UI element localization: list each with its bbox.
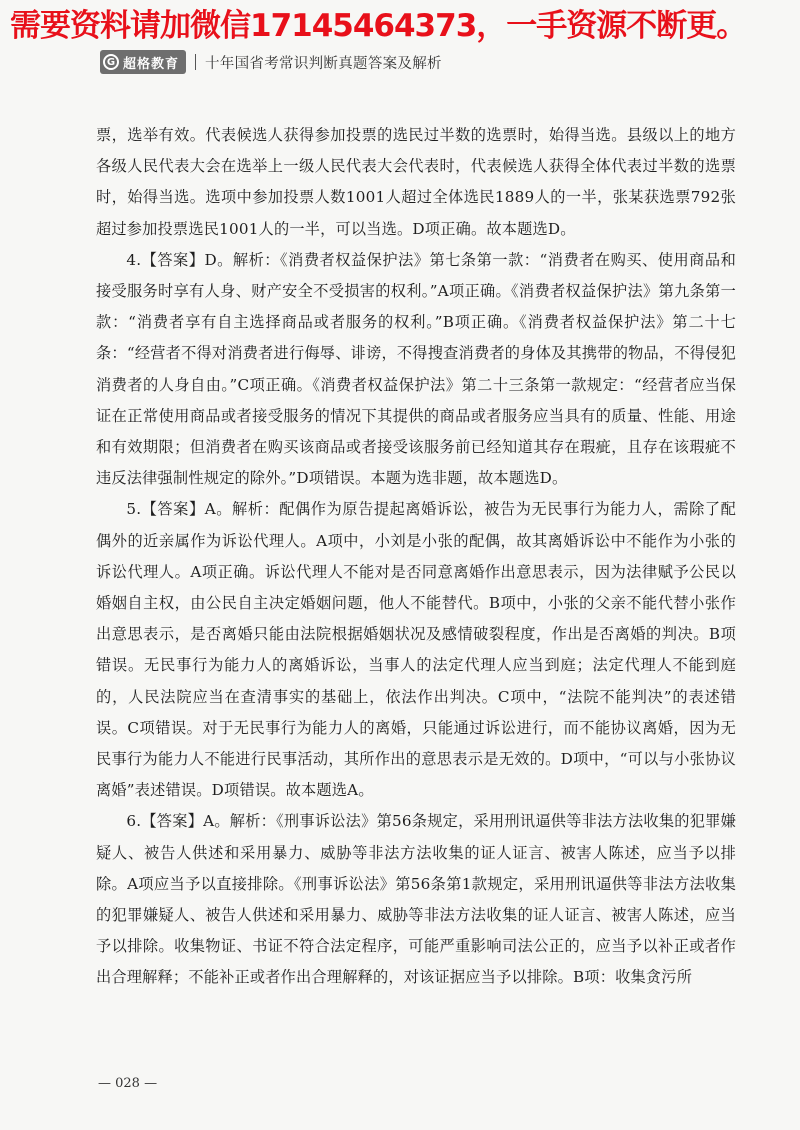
paragraph-q5: 5.【答案】A。解析：配偶作为原告提起离婚诉讼，被告为无民事行为能力人，需除了配偶外的近亲属作为诉讼代理人。A项中，小刘是小张的配偶，故其离婚诉讼中不能作为小张的诉讼代理人。A项正确。诉讼代理人不能对是否同意离婚作出意思表示，因为法律赋予公民以婚姻自主权，由公民自主决定婚姻问题，他人不能替代。B项中，小张的父亲不能代替小张作出意思表示，是否离婚只能由法院根据婚姻状况及感情破裂程度，作出是否离婚的判决。B项错误。无民事行为能力人的离婚诉讼，当事人的法定代理人应当到庭；法定代理人不能到庭的，人民法院应当在查清事实的基础上，依法作出判决。C项中，“法院不能判决”的表述错误。C项错误。对于无民事行为能力人的离婚，只能通过诉讼进行，而不能协议离婚，因为无民事行为能力人不能进行民事活动，其所作出的意思表示是无效的。D项中，“可以与小张协议离婚”表述错误。D项错误。故本题选A。 — [96, 500, 736, 800]
header-divider — [195, 54, 196, 70]
paragraph-q6: 6.【答案】A。解析：《刑事诉讼法》第56条规定，采用刑讯逼供等非法方法收集的犯罪嫌疑人、被告人供述和采用暴力、威胁等非法方法收集的证人证言、被害人陈述，应当予以排除。A项应当予以直接排除。《刑事诉讼法》第56条第1款规定，采用刑讯逼供等非法方法收集的犯罪嫌疑人、被告人供述和采用暴力、威胁等非法方法收集的证人证言、被害人陈述，应当予以排除。收集物证、书证不符合法定程序，可能严重影响司法公正的，应当予以补正或者作出合理解释；不能补正或者作出合理解释的，对该证据应当予以排除。B项：收集贪污所 — [96, 812, 736, 987]
page-header — [100, 50, 442, 74]
paragraph-q4: 4.【答案】D。解析：《消费者权益保护法》第七条第一款：“消费者在购买、使用商品和接受服务时享有人身、财产安全不受损害的权利。”A项正确。《消费者权益保护法》第九条第一款：“消费者享有自主选择商品或者服务的权利。”B项正确。《消费者权益保护法》第二十七条：“经营者不得对消费者进行侮辱、诽谤，不得搜查消费者的身体及其携带的物品，不得侵犯消费者的人身自由。”C项正确。《消费者权益保护法》第二十三条第一款规定：“经营者应当保证在正常使用商品或者接受服务的情况下其提供的商品或者服务应当具有的质量、性能、用途和有效期限；但消费者在购买该商品或者接受该服务前已经知道其存在瑕疵，且存在该瑕疵不违反法律强制性规定的除外。”D项错误。本题为选非题，故本题选D。 — [96, 250, 736, 488]
logo-text: 超格教育 — [123, 56, 180, 72]
paragraph-continuation: 票，选举有效。代表候选人获得参加投票的选民过半数的选票时，始得当选。县级以上的地方各级人民代表大会在选举上一级人民代表大会代表时，代表候选人获得全体代表过半数的选票时，始得当选。选项中参加投票人数1001人超过全体选民1889人的一半，张某获选票792张超过参加投票选民1001人的一半，可以当选。D项正确。故本题选D。 — [96, 126, 736, 238]
logo-g-icon: G — [103, 54, 119, 70]
page-body — [96, 120, 736, 994]
book-title: 十年国省考常识判断真题答案及解析 — [205, 55, 442, 72]
brand-logo — [100, 50, 186, 74]
watermark-banner: 需要资料请加微信17145464373，一手资源不断更。 — [10, 8, 747, 44]
page-number: — 028 — — [98, 1076, 158, 1091]
